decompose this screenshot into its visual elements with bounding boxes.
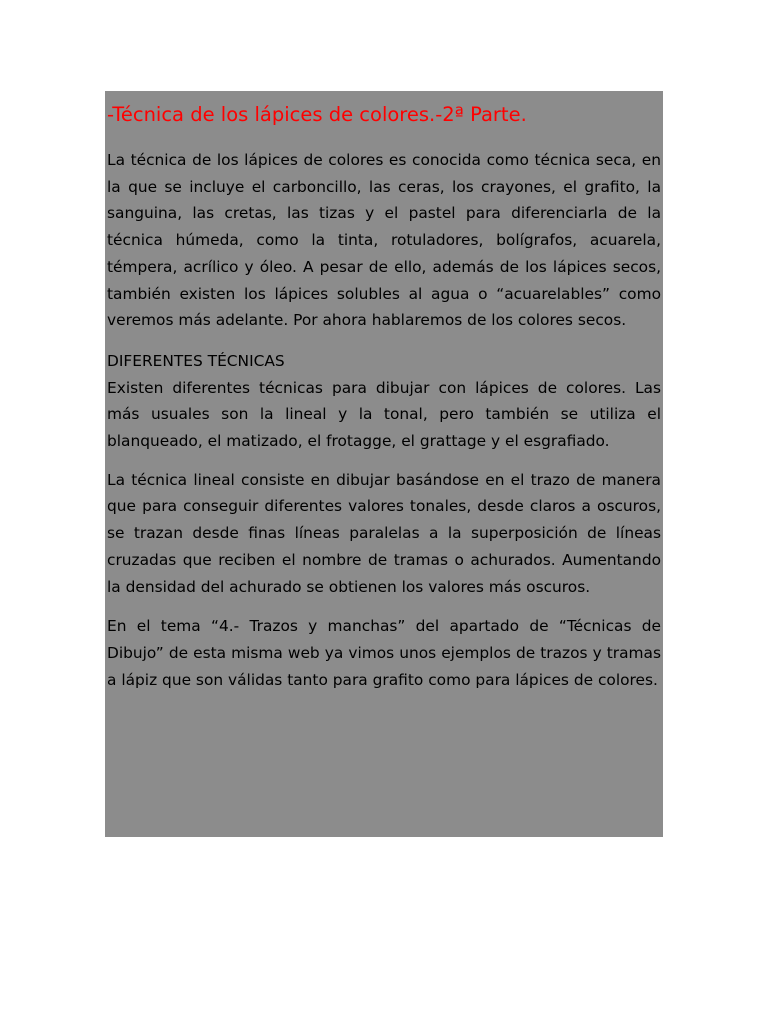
- paragraph-intro: La técnica de los lápices de colores es conocida como técnica seca, en la que se incluye el carboncillo, las ceras, los crayones, el grafito, la sanguina, las cretas, las tizas y el pastel para diferenciarla de la técnica húmeda, como la tinta, rotuladores, bolígrafos, acuarela, témpera, acrílico y óleo. A pesar de ello, además de los lápices secos, también existen los lápices solubles al agua o “acuarelables” como veremos más adelante. Por ahora hablaremos de los colores secos.: [107, 151, 661, 330]
- paragraph-techniques: Existen diferentes técnicas para dibujar con lápices de colores. Las más usuales son la lineal y la tonal, pero también se utiliza el blanqueado, el matizado, el frotagge, el grattage y el esgrafiado.: [107, 378, 661, 451]
- paragraph-reference: En el tema “4.- Trazos y manchas” del apartado de “Técnicas de Dibujo” de esta misma web ya vimos unos ejemplos de trazos y tramas a lápiz que son válidas tanto para grafito como para lápices de colores.: [107, 617, 661, 689]
- section-techniques: [107, 348, 661, 455]
- document-title: -Técnica de los lápices de colores.-2ª Parte.: [107, 103, 527, 126]
- document-content-box: [105, 91, 663, 837]
- section-heading: DIFERENTES TÉCNICAS: [107, 351, 285, 370]
- paragraph-linear-technique: La técnica lineal consiste en dibujar basándose en el trazo de manera que para conseguir diferentes valores tonales, desde claros a oscuros, se trazan desde finas líneas paralelas a la superposición de líneas cruzadas que reciben el nombre de tramas o achurados. Aumentando la densidad del achurado se obtienen los valores más oscuros.: [107, 470, 661, 596]
